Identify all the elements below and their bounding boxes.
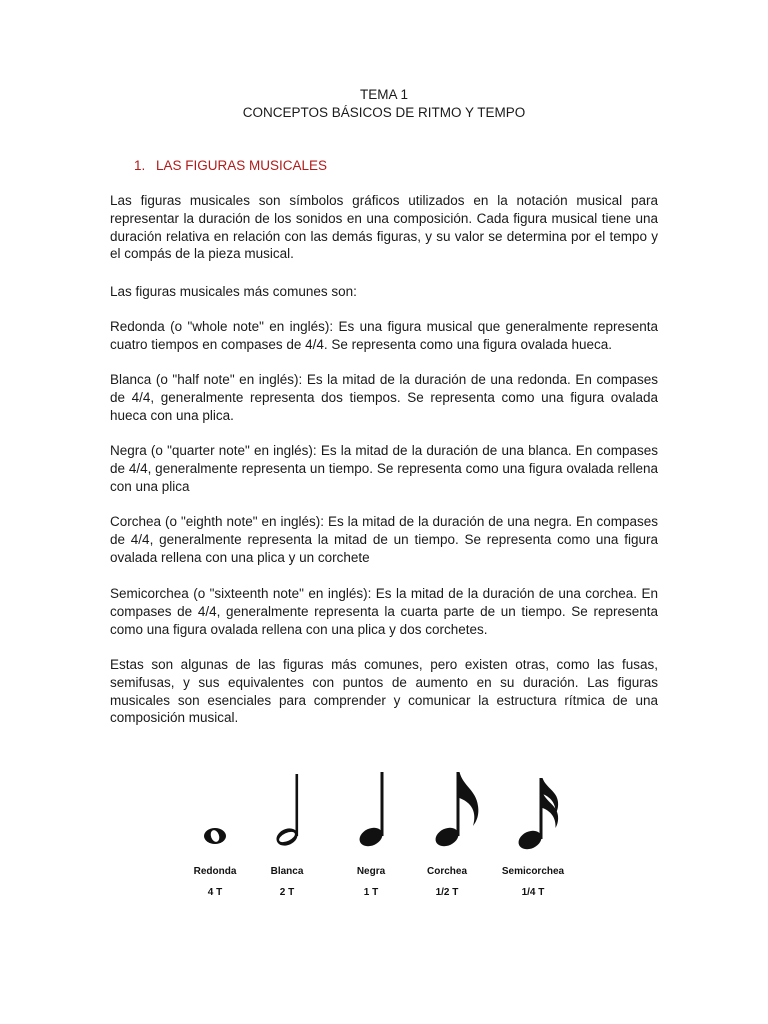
sixteenth-note-icon — [516, 778, 559, 853]
paragraph-semicorchea: Semicorchea (o "sixteenth note" en inglés): Es la mitad de la duración de una corchea. En compases de 4/4, generalmente representa la cuarta parte de un tiempo. Se representa como una figura ovalada rellena con una plica y dos corchetes. — [110, 586, 658, 637]
note-name-blanca: Blanca — [270, 866, 304, 877]
note-name-semicorchea: Semicorchea — [501, 866, 565, 877]
paragraph-redonda: Redonda (o "whole note" en inglés): Es una figura musical que generalmente representa cuatro tiempos en compases de 4/4. Se representa como una figura ovalada hueca. — [110, 319, 658, 352]
half-note-icon — [274, 774, 301, 849]
note-name-negra: Negra — [356, 866, 386, 877]
paragraph-corchea: Corchea (o "eighth note" en inglés): Es la mitad de la duración de una negra. En compases de 4/4, generalmente representa la mitad de un tiempo. Se representa como una figura ovalada rellena con una plica y un corchete — [110, 514, 658, 565]
section-number: 1. — [134, 158, 146, 173]
paragraph-conclusion: Estas son algunas de las figuras más comunes, pero existen otras, como las fusas, semifusas, y sus equivalentes con puntos de aumento en su duración. Las figuras musicales son esenciales para comprender y comunicar la estructura rítmica de una composición musical. — [110, 657, 658, 726]
whole-note-icon — [204, 828, 226, 844]
paragraph-blanca: Blanca (o "half note" en inglés): Es la mitad de la duración de una redonda. En compases de 4/4, generalmente representa dos tiempos. Se representa como una figura ovalada hueca con una plica. — [110, 372, 658, 423]
section-title: LAS FIGURAS MUSICALES — [156, 158, 328, 173]
document-subtitle: CONCEPTOS BÁSICOS DE RITMO Y TEMPO — [242, 105, 526, 120]
note-value-negra: 1 T — [363, 887, 379, 898]
note-name-redonda: Redonda — [193, 866, 237, 877]
note-value-blanca: 2 T — [279, 887, 295, 898]
eighth-note-icon — [433, 772, 479, 850]
document-title: TEMA 1 — [359, 87, 408, 102]
note-name-corchea: Corchea — [426, 866, 468, 877]
note-values-figure — [180, 760, 590, 910]
note-value-corchea: 1/2 T — [435, 887, 459, 898]
section-heading — [134, 157, 327, 175]
paragraph-list-intro: Las figuras musicales más comunes son: — [110, 284, 357, 299]
quarter-note-icon — [357, 772, 386, 850]
paragraph-negra: Negra (o "quarter note" en inglés): Es la mitad de la duración de una blanca. En compases de 4/4, generalmente representa un tiempo. Se representa como una figura ovalada rellena con una plica — [110, 443, 658, 494]
paragraph-intro: Las figuras musicales son símbolos gráficos utilizados en la notación musical para representar la duración de los sonidos en una composición. Cada figura musical tiene una duración relativa en relación con las demás figuras, y su valor se determina por el tempo y el compás de la pieza musical. — [110, 193, 658, 262]
note-value-redonda: 4 T — [207, 887, 223, 898]
note-value-semicorchea: 1/4 T — [521, 887, 545, 898]
